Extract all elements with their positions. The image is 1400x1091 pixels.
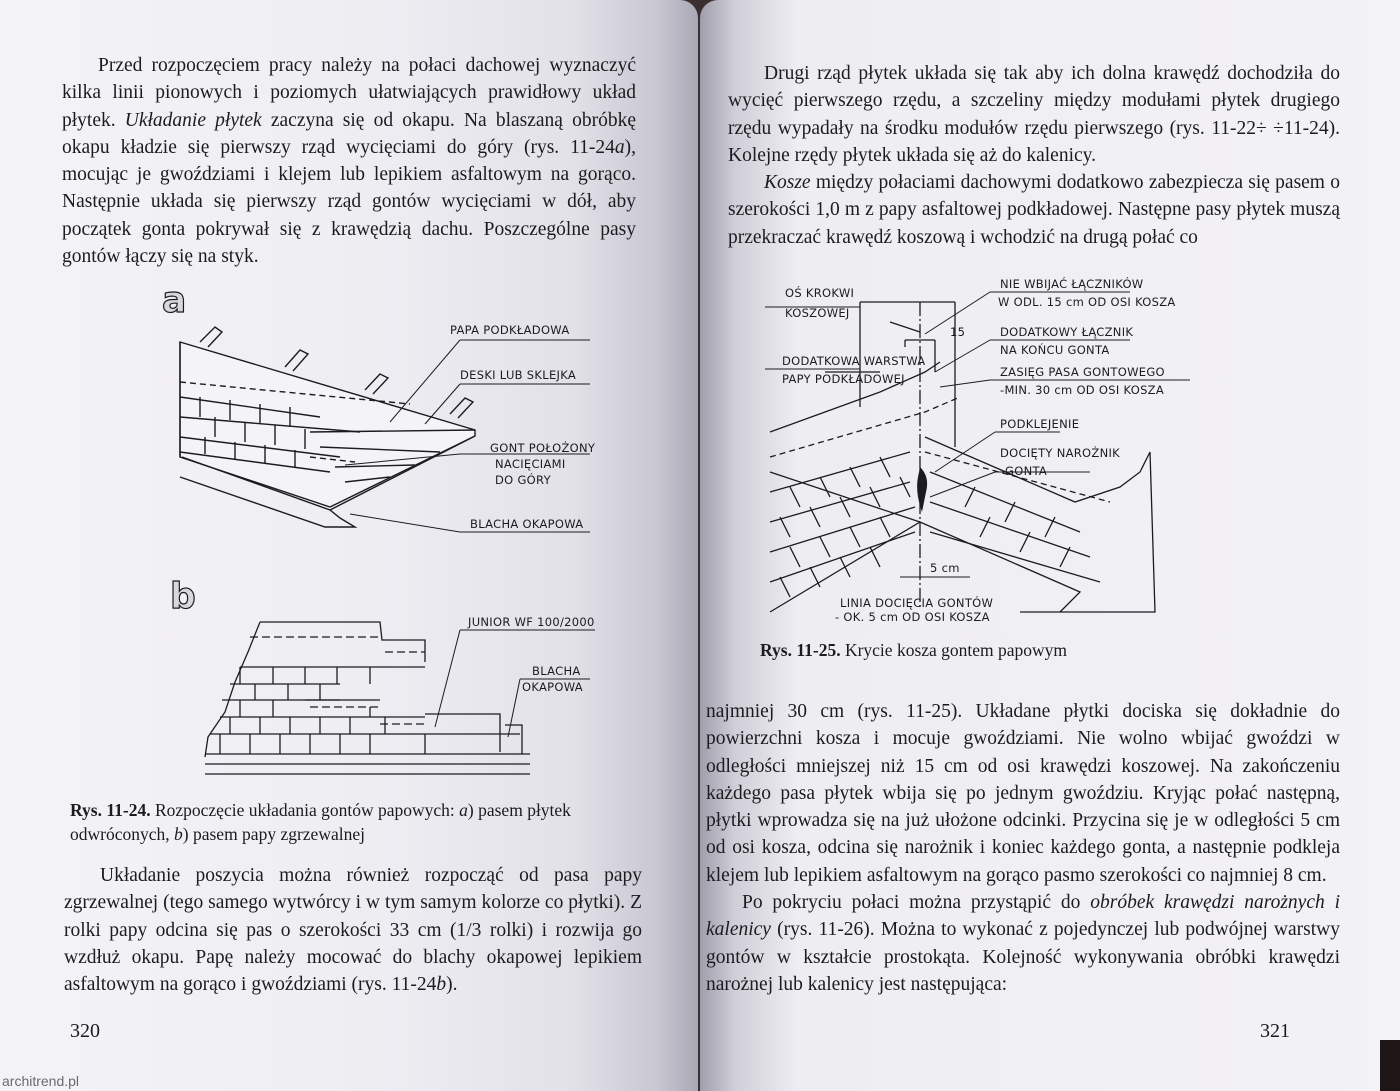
right-paragraph-4: Po pokryciu połaci można przystąpić do obróbek krawędzi narożnych i kalenicy (rys. 11-26). Można to wykonać z pojedynczej lub podwójnej warstwy gontów w kształcie prostokąta. Kolejność wykonywania obróbki krawędzi narożnej lub kalenicy jest następująca: <box>706 892 1341 995</box>
label-dodatkowy-lacznik: DODATKOWY ŁĄCZNIK <box>1000 325 1134 339</box>
label-linia-dociecia: LINIA DOCIĘCIA GONTÓW <box>840 596 994 610</box>
glue-mark <box>917 467 927 512</box>
label-na-koncu-gonta: NA KOŃCU GONTA <box>1000 343 1110 357</box>
figure-a-letter <box>162 282 186 321</box>
label-deski-lub-sklejka: DESKI LUB SKLEJKA <box>460 368 577 382</box>
svg-text:a: a <box>162 282 187 321</box>
label-papa-podkladowa: PAPA PODKŁADOWA <box>450 323 570 337</box>
right-page <box>700 0 1400 1091</box>
label-koszowej: KOSZOWEJ <box>785 306 850 320</box>
label-nie-wbijac: NIE WBIJAĆ ŁĄCZNIKÓW <box>1000 277 1144 291</box>
figure-11-24a <box>160 282 640 557</box>
label-nacieciami: NACIĘCIAMI <box>495 457 566 471</box>
label-gonta: GONTA <box>1005 464 1048 478</box>
label-blacha: BLACHA <box>532 664 581 678</box>
shingle-drawing-b <box>205 622 530 774</box>
right-paragraph-3: najmniej 30 cm (rys. 11-25). Układane płytki dociska się dokładnie do powierzchni kosza i mocuje gwoździami. Nie wolno wbijać gwoździ w odległości mniejszej niż 15 cm od osi krawędzi koszowej. Na zakończeniu każdego pasa płytek wbija się po jednym gwoździu. Kryjąc połać następną, płytki wprowadza się na już ułożone odcinki. Przycina się je w odległości 5 cm od osi kosza, odcina się narożnik i koniec każdego gonta, a następnie podkleja klejem lub lepikiem asfaltowym na gorąco pasmo szerokości co najmniej 8 cm. <box>706 701 1340 886</box>
page-number-right: 321 <box>1260 1020 1290 1042</box>
label-dim-15: 15 <box>950 325 966 339</box>
label-okapowa: OKAPOWA <box>522 680 583 694</box>
svg-text:b: b <box>170 576 196 617</box>
label-podklejenie: PODKLEJENIE <box>1000 417 1080 431</box>
label-dim-5cm: 5 cm <box>930 561 960 575</box>
label-ok-5cm: - OK. 5 cm OD OSI KOSZA <box>835 610 990 622</box>
watermark: architrend.pl <box>2 1073 80 1089</box>
roof-drawing-a <box>180 327 475 527</box>
label-junior-wf: JUNIOR WF 100/2000 <box>468 615 595 629</box>
label-gont-polozony: GONT POŁOŻONY <box>490 441 596 455</box>
label-do-gory: DO GÓRY <box>495 473 551 487</box>
label-w-odl-15cm: W ODL. 15 cm OD OSI KOSZA <box>998 295 1176 309</box>
figure-11-24b <box>160 572 640 787</box>
label-blacha-okapowa: BLACHA OKAPOWA <box>470 517 584 531</box>
figure-11-25 <box>760 272 1260 622</box>
page-number-left: 320 <box>70 1020 100 1042</box>
figure-caption-11-24: Rys. 11-24. Rozpoczęcie układania gontów papowych: a) pasem płytek odwróconych, b) pasem papy zgrzewalnej <box>70 800 571 844</box>
figure-caption-11-25: Rys. 11-25. Krycie kosza gontem papowym <box>760 640 1068 660</box>
label-dociety-naroznik: DOCIĘTY NAROŻNIK <box>1000 446 1121 460</box>
right-paragraph-1: Drugi rząd płytek układa się tak aby ich dolna krawędź dochodziła do wycięć pierwszego rzędu, a szczeliny między modułami płytek drugiego rzędu wypadały na środku modułów rzędu pierwszego (rys. 11-22÷ ÷11-24). Kolejne rzędy płytek układa się aż do kalenicy. <box>728 63 1340 166</box>
figure-b-letter <box>170 576 196 617</box>
label-min-30cm: -MIN. 30 cm OD OSI KOSZA <box>1000 383 1165 397</box>
label-papy-podkladowej: PAPY PODKŁADOWEJ <box>782 372 905 386</box>
left-page <box>0 0 698 1091</box>
book-edge-shadow <box>1380 1040 1400 1091</box>
left-paragraph-1: Przed rozpoczęciem pracy należy na połaci dachowej wyznaczyć kilka linii pionowych i poziomych ułatwiających prawidłowy układ płytek. Układanie płytek zaczyna się od okapu. Na blaszaną obróbkę okapu kładzie się pierwszy rząd wycięciami do góry (rys. 11-24a), mocując je gwoździami i klejem lub lepikiem asfaltowym na gorąco. Następnie układa się pierwszy rząd gontów wycięciami w dół, aby początek gonta pokrywał się z krawędzią dachu. Poszczególne pasy gontów łączy się na styk. <box>62 55 637 268</box>
right-paragraph-2: Kosze między połaciami dachowymi dodatkowo zabezpiecza się pasem o szerokości 1,0 m z papy asfaltowej podkładowej. Następne pasy płytek muszą przekraczać krawędź koszową i wchodzić na drugą połać co <box>728 172 1340 248</box>
label-dodatkowa-warstwa: DODATKOWA WARSTWA <box>782 354 926 368</box>
label-os-krokwi: OŚ KROKWI <box>785 286 855 300</box>
label-zasieg-pasa: ZASIĘG PASA GONTOWEGO <box>1000 365 1165 379</box>
left-paragraph-2: Układanie poszycia można również rozpocząć od pasa papy zgrzewalnej (tego samego wytwórcy i w tym samym kolorze co płytki). Z rolki papy odcina się pas o szerokości 33 cm (1/3 rolki) i rozwija go wzdłuż okapu. Papę należy mocować do blachy okapowej lepikiem asfaltowym na gorąco i gwoździami (rys. 11-24b). <box>64 865 642 996</box>
